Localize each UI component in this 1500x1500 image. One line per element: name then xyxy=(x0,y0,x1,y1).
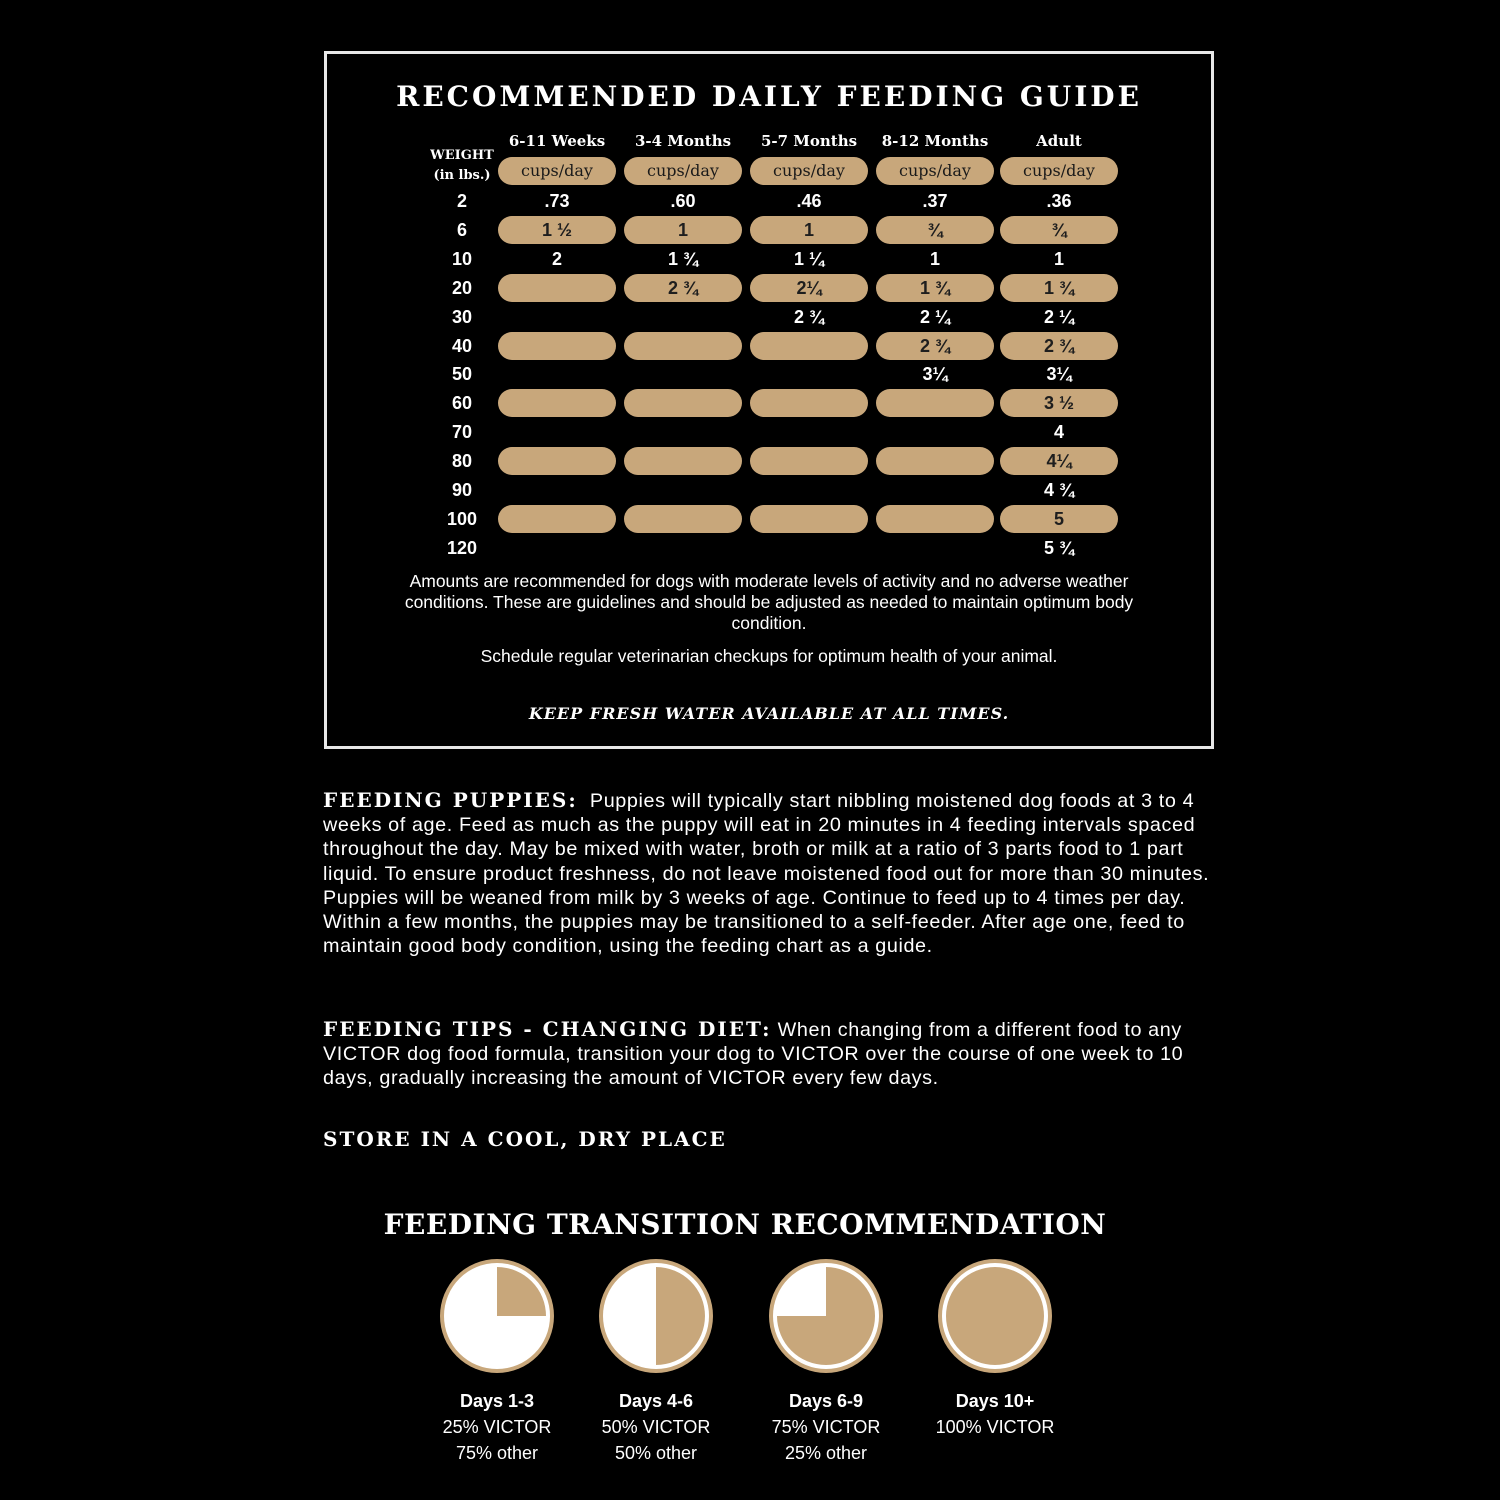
table-cell: 1 ¾ xyxy=(876,274,994,302)
stage-victor-percent: 50% VICTOR xyxy=(601,1417,711,1437)
table-cell: 1 ¼ xyxy=(793,248,825,269)
stage-other-percent: 75% other xyxy=(455,1443,539,1463)
table-cell xyxy=(624,389,742,417)
table-cell xyxy=(624,505,742,533)
table-cell: .37 xyxy=(922,191,948,211)
fresh-water-note: KEEP FRESH WATER AVAILABLE AT ALL TIMES. xyxy=(528,704,1010,723)
guide-title: RECOMMENDED DAILY FEEDING GUIDE xyxy=(396,80,1142,113)
pie-victor-slice xyxy=(946,1267,1044,1365)
vet-checkup-note: Schedule regular veterinarian checkups for optimum health of your animal. xyxy=(480,646,1058,666)
feeding-puppies-text: Puppies will typically start nibbling moistened dog foods at 3 to 4 weeks of age. Feed as much as the puppy will eat in 20 minutes in 4 feeding intervals spaced throughout the day. May be mixed with water, broth or milk at a ratio of 3 parts food to 1 part liquid. To ensure product freshness, do not leave moistened food out for more than 30 minutes. Puppies will be weaned from milk by 3 weeks of age. Continue to feed up to 4 times per day. Within a few months, the puppies may be transitioned to a self-feeder. After age one, feed to maintain good body condition, using the feeding chart as a guide. xyxy=(323,790,1210,958)
table-cell: 1 ½ xyxy=(498,216,616,244)
table-cell xyxy=(624,332,742,360)
table-cell xyxy=(498,332,616,360)
table-cell: ¾ xyxy=(876,216,994,244)
table-cell: 1 xyxy=(929,248,940,269)
transition-pie xyxy=(596,1256,716,1376)
stage-other-percent: 50% other xyxy=(614,1443,698,1463)
table-cell: 2 ¾ xyxy=(1000,332,1118,360)
column-header: 6-11 Weeks xyxy=(508,132,606,150)
row-weight: 60 xyxy=(451,393,473,414)
table-cell: 2 ¾ xyxy=(793,306,825,327)
table-cell: 1 ¾ xyxy=(667,248,699,269)
table-cell: 2 xyxy=(551,248,562,269)
column-header: 5-7 Months xyxy=(760,132,858,150)
feeding-puppies-section xyxy=(323,788,1228,958)
table-cell: 1 xyxy=(750,216,868,244)
table-cell xyxy=(750,389,868,417)
unit-pill: cups/day xyxy=(624,157,742,185)
table-cell xyxy=(498,274,616,302)
row-weight: 40 xyxy=(451,335,473,356)
feeding-tips-section xyxy=(323,1017,1228,1091)
feeding-puppies-heading: FEEDING PUPPIES: xyxy=(323,788,578,812)
table-cell xyxy=(750,505,868,533)
table-cell: .36 xyxy=(1046,191,1072,211)
table-cell xyxy=(498,505,616,533)
row-weight: 50 xyxy=(451,364,473,385)
stage-other-percent: 25% other xyxy=(784,1443,868,1463)
table-cell xyxy=(750,447,868,475)
stage-days: Days 6-9 xyxy=(788,1391,864,1411)
table-cell: 3¼ xyxy=(922,364,948,385)
stage-victor-percent: 100% VICTOR xyxy=(935,1417,1055,1437)
row-weight: 30 xyxy=(451,306,473,327)
table-cell: 1 xyxy=(1053,248,1064,269)
table-cell: 4 xyxy=(1053,422,1064,443)
table-cell: 3 ½ xyxy=(1000,389,1118,417)
row-weight: 2 xyxy=(456,191,467,211)
storage-note: STORE IN A COOL, DRY PLACE xyxy=(323,1127,727,1151)
table-cell: 1 xyxy=(624,216,742,244)
table-cell: ¾ xyxy=(1000,216,1118,244)
stage-victor-percent: 75% VICTOR xyxy=(771,1417,881,1437)
stage-victor-percent: 25% VICTOR xyxy=(442,1417,552,1437)
row-weight: 6 xyxy=(456,219,467,240)
transition-pie xyxy=(766,1256,886,1376)
activity-note: Amounts are recommended for dogs with moderate levels of activity and no adverse weather conditions. These are guidelines and should be adjusted as needed to maintain optimum body condition. xyxy=(404,571,1134,633)
table-cell xyxy=(876,389,994,417)
stage-days: Days 1-3 xyxy=(459,1391,535,1411)
table-cell: .73 xyxy=(544,191,570,211)
pie-victor-slice xyxy=(497,1267,546,1316)
weight-header-line2: (in lbs.) xyxy=(433,168,491,183)
unit-pill: cups/day xyxy=(750,157,868,185)
row-weight: 10 xyxy=(451,248,473,269)
table-cell xyxy=(876,505,994,533)
transition-label xyxy=(736,1388,916,1466)
feeding-guide-box xyxy=(324,51,1214,749)
weight-header-line1: WEIGHT xyxy=(430,148,494,163)
table-cell xyxy=(498,389,616,417)
row-weight: 70 xyxy=(451,422,473,443)
table-cell xyxy=(624,447,742,475)
table-cell xyxy=(876,447,994,475)
table-cell: 2 ¼ xyxy=(919,306,951,327)
table-cell: 5 xyxy=(1000,505,1118,533)
table-cell: 2¼ xyxy=(750,274,868,302)
column-header: 3-4 Months xyxy=(634,132,732,150)
unit-pill: cups/day xyxy=(876,157,994,185)
stage-days: Days 4-6 xyxy=(618,1391,694,1411)
stage-days: Days 10+ xyxy=(955,1391,1035,1411)
table-cell: 4¼ xyxy=(1000,447,1118,475)
transition-pie xyxy=(935,1256,1055,1376)
row-weight: 100 xyxy=(446,508,478,529)
table-cell: .46 xyxy=(796,191,822,211)
table-cell: 2 ¾ xyxy=(624,274,742,302)
transition-title: FEEDING TRANSITION RECOMMENDATION xyxy=(383,1208,1107,1241)
row-weight: 20 xyxy=(451,277,473,298)
table-cell: 3¼ xyxy=(1046,364,1072,385)
column-header: Adult xyxy=(1036,132,1082,150)
transition-label xyxy=(407,1388,587,1466)
transition-pie xyxy=(437,1256,557,1376)
unit-pill: cups/day xyxy=(1000,157,1118,185)
table-cell: 1 ¾ xyxy=(1000,274,1118,302)
unit-pill: cups/day xyxy=(498,157,616,185)
table-cell: 5 ¾ xyxy=(1043,537,1075,558)
feeding-tips-text: When changing from a different food to any VICTOR dog food formula, transition your dog to VICTOR over the course of one week to 10 days, gradually increasing the amount of VICTOR every few days. xyxy=(323,1019,1184,1090)
row-weight: 120 xyxy=(446,537,478,558)
column-header: 8-12 Months xyxy=(881,132,989,150)
table-cell xyxy=(750,332,868,360)
row-weight: 80 xyxy=(451,451,473,472)
feeding-tips-heading: FEEDING TIPS - CHANGING DIET: xyxy=(323,1017,772,1041)
table-cell: 2 ¼ xyxy=(1043,306,1075,327)
table-cell: 2 ¾ xyxy=(876,332,994,360)
row-weight: 90 xyxy=(451,480,473,500)
table-cell: .60 xyxy=(670,191,696,211)
transition-label xyxy=(905,1388,1085,1440)
table-cell xyxy=(498,447,616,475)
weight-column-header xyxy=(422,146,502,186)
table-cell: 4 ¾ xyxy=(1043,480,1075,500)
transition-label xyxy=(566,1388,746,1466)
